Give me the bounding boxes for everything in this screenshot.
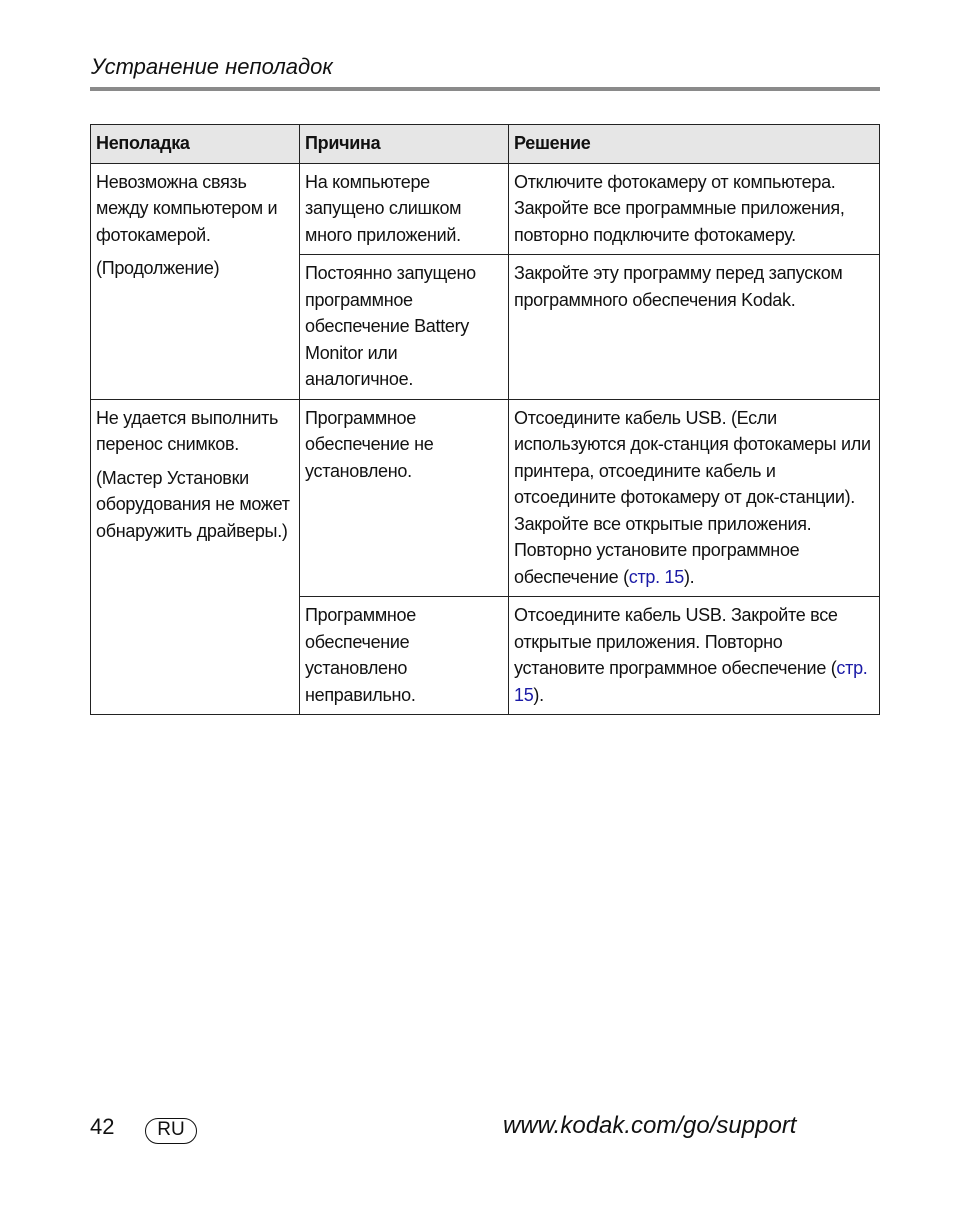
column-header-solution: Решение [509, 125, 880, 164]
header-rule [90, 87, 880, 91]
problem-text: Не удается выполнить перенос снимков. [96, 407, 279, 454]
cause-cell: На компьютере запущено слишком много приложений. [300, 163, 509, 255]
solution-cell: Закройте эту программу перед запуском программного обеспечения Kodak. [509, 255, 880, 400]
troubleshooting-table [90, 124, 880, 715]
language-badge: RU [145, 1118, 197, 1144]
cause-cell: Программное обеспечение установлено неправильно. [300, 597, 509, 715]
column-header-cause: Причина [300, 125, 509, 164]
solution-text: Отсоедините кабель USB. Закройте все открытые приложения. Повторно установите программное обеспечение ( [514, 605, 838, 678]
solution-cell: Отключите фотокамеру от компьютера. Закройте все программные приложения, повторно подключите фотокамеру. [509, 163, 880, 255]
table-row [91, 163, 880, 255]
solution-tail: ). [683, 566, 695, 587]
solution-text: Отсоедините кабель USB. (Если используются док-станция фотокамеры или принтера, отсоедините кабель и отсоедините фотокамеру от док-станции). Закройте все открытые приложения. Повторно установите программное обеспечение ( [514, 407, 871, 587]
problem-note: (Мастер Установки оборудования не может обнаружить драйверы.) [96, 467, 290, 541]
problem-cell [91, 163, 300, 399]
cause-cell: Программное обеспечение не установлено. [300, 399, 509, 597]
cause-cell: Постоянно запущено программное обеспечение Battery Monitor или аналогичное. [300, 255, 509, 400]
problem-text: Невозможна связь между компьютером и фотокамерой. [96, 171, 278, 245]
problem-note: (Продолжение) [96, 258, 220, 278]
page-link[interactable]: стр. 15 [628, 566, 684, 587]
problem-cell [91, 399, 300, 715]
solution-cell [509, 399, 880, 597]
support-url[interactable]: www.kodak.com/go/support [503, 1112, 797, 1139]
table-header-row [91, 125, 880, 164]
column-header-problem: Неполадка [91, 125, 300, 164]
solution-cell [509, 597, 880, 715]
page-header-title: Устранение неполадок [91, 54, 333, 79]
page-number: 42 [90, 1114, 115, 1139]
solution-tail: ). [533, 684, 544, 705]
table-row [91, 399, 880, 597]
page-link[interactable]: стр. 15 [514, 658, 868, 705]
